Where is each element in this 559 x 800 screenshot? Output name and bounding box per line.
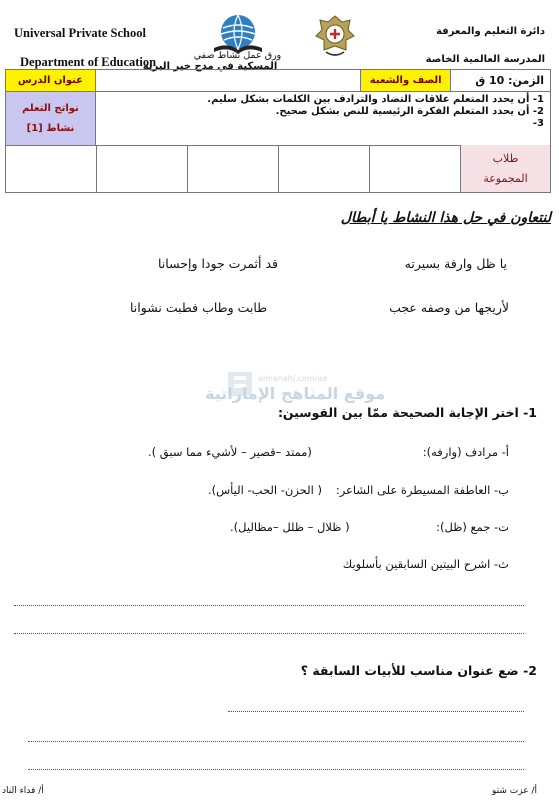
outcomes-cell — [95, 92, 550, 146]
poem-title: المسكية في مدح خير البرية — [142, 61, 278, 72]
poem-line1-right: يا ظل وارفة بسيرته — [404, 256, 507, 271]
group-member-cell[interactable] — [96, 145, 187, 192]
question2-heading: 2- ضع عنوان مناسب للأبيات السابقة ؟ — [300, 663, 537, 678]
answer-line[interactable] — [28, 741, 524, 742]
q1-item-b: ب- العاطفة المسيطرة على الشاعر: — [335, 483, 509, 497]
poem-line2-right: لأريجها من وصفه عجب — [389, 300, 509, 315]
group-label-cell — [460, 145, 550, 192]
outcome-item: 2- أن يحدد المتعلم الفكرة الرئيسية للنص بشكل صحيح. — [275, 106, 544, 117]
q1-item-c-options: ( ظلال – ظلل –مظاليل). — [230, 520, 350, 534]
department-name-en: Department of Education — [20, 55, 157, 69]
answer-line[interactable] — [14, 605, 524, 606]
q1-item-d: ث- اشرح البيتين السابقين بأسلوبك — [342, 557, 509, 571]
poem-line1-left: قد أثمرت جودا وإحسانا — [158, 256, 279, 271]
outcome-item: 1- أن يحدد المتعلم علاقات التضاد والترادف بين الكلمات بشكل سليم. — [207, 94, 544, 105]
department-name-ar: دائرة التعليم والمعرفة — [436, 26, 545, 37]
time-label: الزمن: 10 ق — [475, 74, 544, 87]
poem-line2-left: طابت وطاب فطبت نشوانا — [130, 300, 268, 315]
watermark-url: almanahj.com/ae — [258, 374, 328, 383]
group-member-cell[interactable] — [369, 145, 460, 192]
q1-item-c: ت- جمع (ظل): — [436, 520, 509, 534]
group-row — [5, 145, 551, 193]
group-label-1: طلاب — [492, 151, 519, 165]
lesson-title-cell — [6, 70, 96, 92]
outcomes-label-cell — [6, 92, 96, 146]
group-label-2: المجموعة — [483, 171, 528, 185]
activity-label: نشاط [1] — [26, 122, 75, 134]
lesson-title-value[interactable] — [95, 70, 360, 92]
group-member-cell[interactable] — [6, 145, 96, 192]
q1-item-a-options: (ممتد –قصير – لأشيء مما سبق ). — [148, 445, 312, 459]
group-member-cell[interactable] — [278, 145, 369, 192]
answer-line[interactable] — [14, 633, 524, 634]
outcomes-label: نواتج التعلم — [22, 102, 79, 114]
school-name-ar: المدرسة العالمية الخاصة — [425, 54, 545, 65]
question1-heading: 1- اختر الإجابة الصحيحة ممّا بين القوسين: — [277, 405, 537, 420]
outcome-item: 3- — [532, 118, 544, 129]
lesson-title-label: عنوان الدرس — [17, 75, 84, 86]
footer-teacher-left: أ/ فداء الناد — [2, 786, 44, 796]
footer-teacher-right: أ/ عزت شتو — [492, 786, 537, 796]
group-member-cell[interactable] — [187, 145, 278, 192]
answer-line[interactable] — [228, 711, 524, 712]
lesson-info-table — [5, 69, 551, 146]
class-cell — [361, 70, 451, 92]
class-label: الصف والشعبة — [369, 75, 442, 86]
school-name-en: Universal Private School — [14, 26, 146, 40]
q1-item-a: أ- مرادف (وارفه): — [422, 445, 509, 459]
time-cell — [451, 70, 551, 92]
answer-line[interactable] — [28, 769, 524, 770]
section-heading: لنتعاون في حل هذا النشاط يا أبطال — [340, 210, 551, 226]
emblem-logo — [312, 12, 358, 64]
worksheet-label: ورق عمل نشاط صفي — [193, 50, 282, 61]
watermark-text: موقع المناهج الإماراتية — [205, 384, 386, 403]
q1-item-b-options: ( الحزن- الحب- اليأس). — [208, 483, 322, 497]
